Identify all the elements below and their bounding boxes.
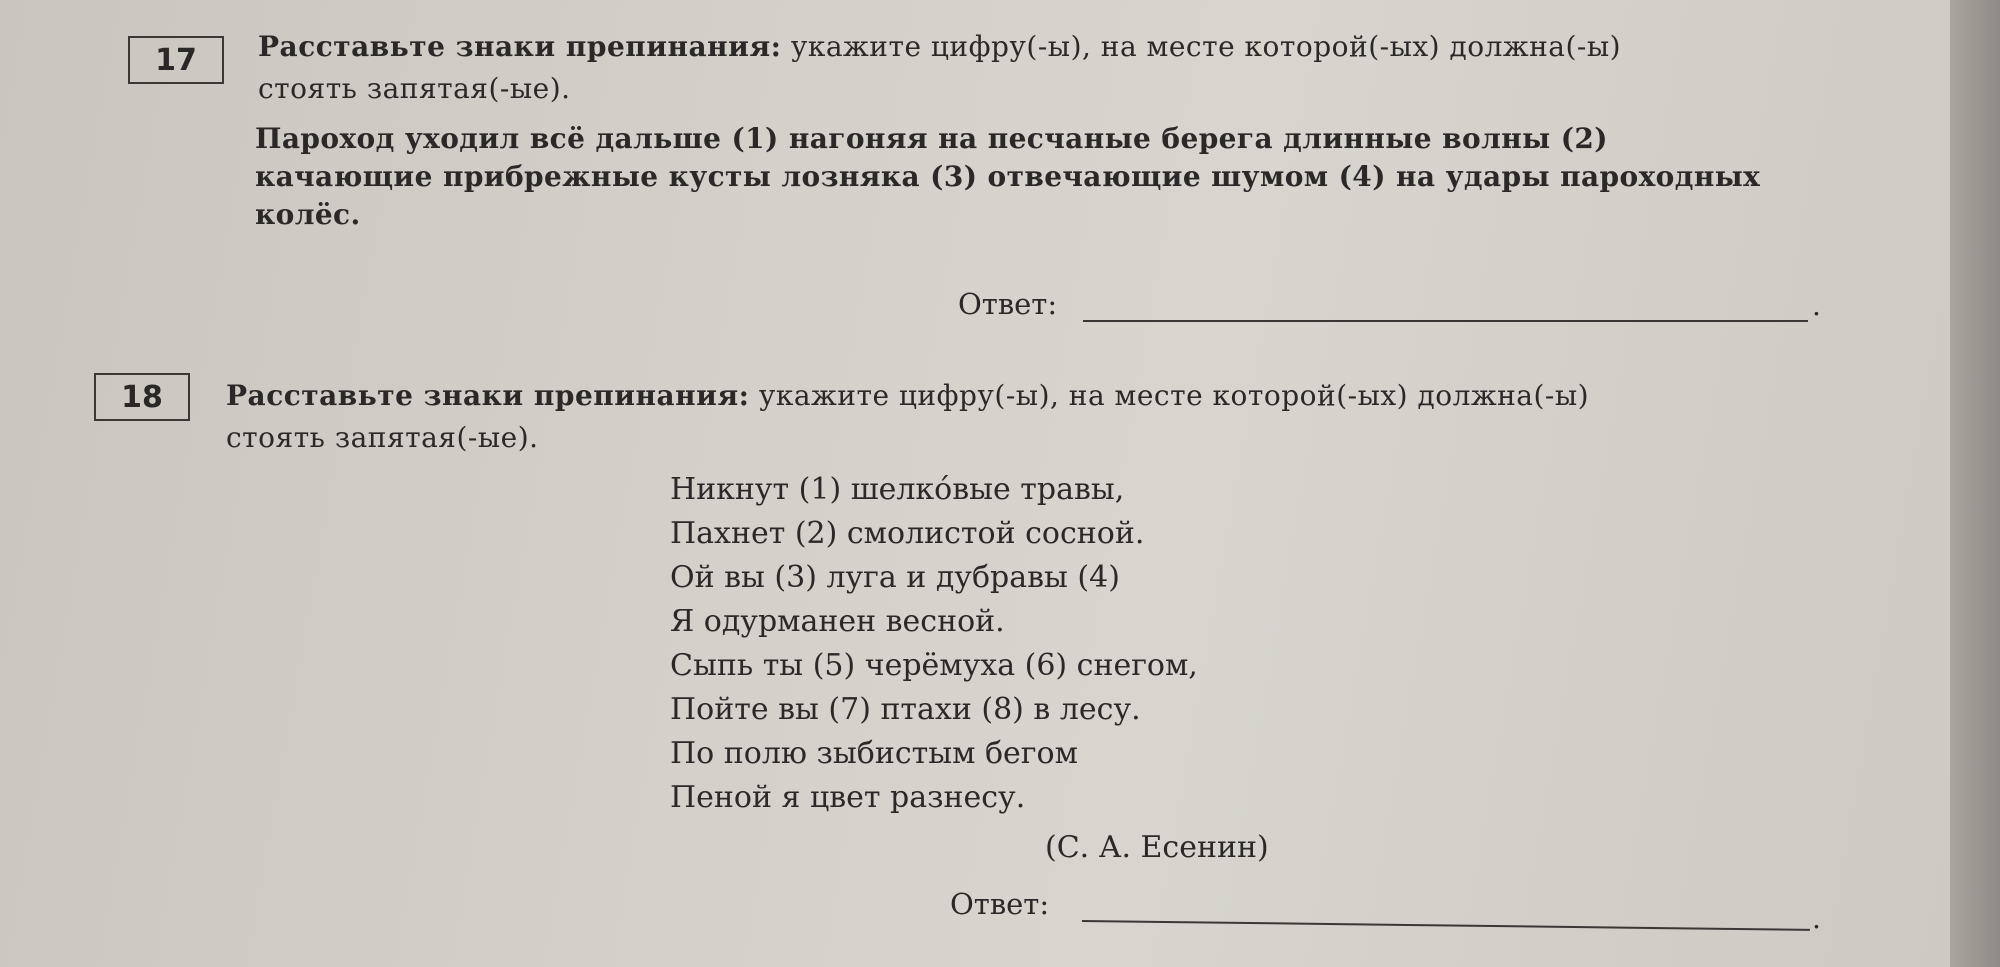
task-17-instruction — [258, 26, 1818, 110]
task-18-instruction-bold: Расставьте знаки препинания: — [226, 379, 750, 412]
poem-line: Сыпь ты (5) черёмуха (6) снегом, — [670, 648, 1198, 683]
task-17-text-line: колёс. — [255, 198, 361, 231]
poem-line: Ой вы (3) луга и дубравы (4) — [670, 560, 1120, 595]
task-17-answer-label: Ответ: — [958, 287, 1058, 321]
task-18-instruction-rest: укажите цифру(-ы), на месте которой(-ых) должна(-ы) — [758, 379, 1590, 412]
task-18-answer-dot: . — [1812, 902, 1821, 935]
task-17-instruction-rest: укажите цифру(-ы), на месте которой(-ых) должна(-ы) — [790, 30, 1622, 63]
poem-line: По полю зыбистым бегом — [670, 736, 1078, 771]
task-18-instruction — [226, 375, 1826, 459]
poem-line: Пахнет (2) смолистой сосной. — [670, 516, 1145, 551]
page-edge — [1950, 0, 2000, 967]
task-17-text-line: качающие прибрежные кусты лозняка (3) отвечающие шумом (4) на удары пароходных — [255, 160, 1761, 193]
task-17-text — [255, 120, 1835, 234]
task-17-text-line: Пароход уходил всё дальше (1) нагоняя на песчаные берега длинные волны (2) — [255, 122, 1608, 155]
poem-line: Пойте вы (7) птахи (8) в лесу. — [670, 692, 1141, 727]
poem-author: (С. А. Есенин) — [1045, 830, 1269, 865]
task-17-instruction-line2: стоять запятая(-ые). — [258, 72, 571, 105]
task-17-answer-field[interactable] — [1083, 320, 1808, 322]
task-18-answer-label: Ответ: — [950, 887, 1050, 921]
poem-line: Я одурманен весной. — [670, 604, 1005, 639]
task-18-number: 18 — [94, 373, 190, 421]
task-17-number: 17 — [128, 36, 224, 84]
task-17-answer-dot: . — [1812, 289, 1821, 322]
task-18-instruction-line2: стоять запятая(-ые). — [226, 421, 539, 454]
poem-line: Никнут (1) шелко́вые травы, — [670, 472, 1125, 507]
poem-line: Пеной я цвет разнесу. — [670, 780, 1026, 815]
task-17-instruction-bold: Расставьте знаки препинания: — [258, 30, 782, 63]
task-18-poem — [670, 468, 1198, 820]
